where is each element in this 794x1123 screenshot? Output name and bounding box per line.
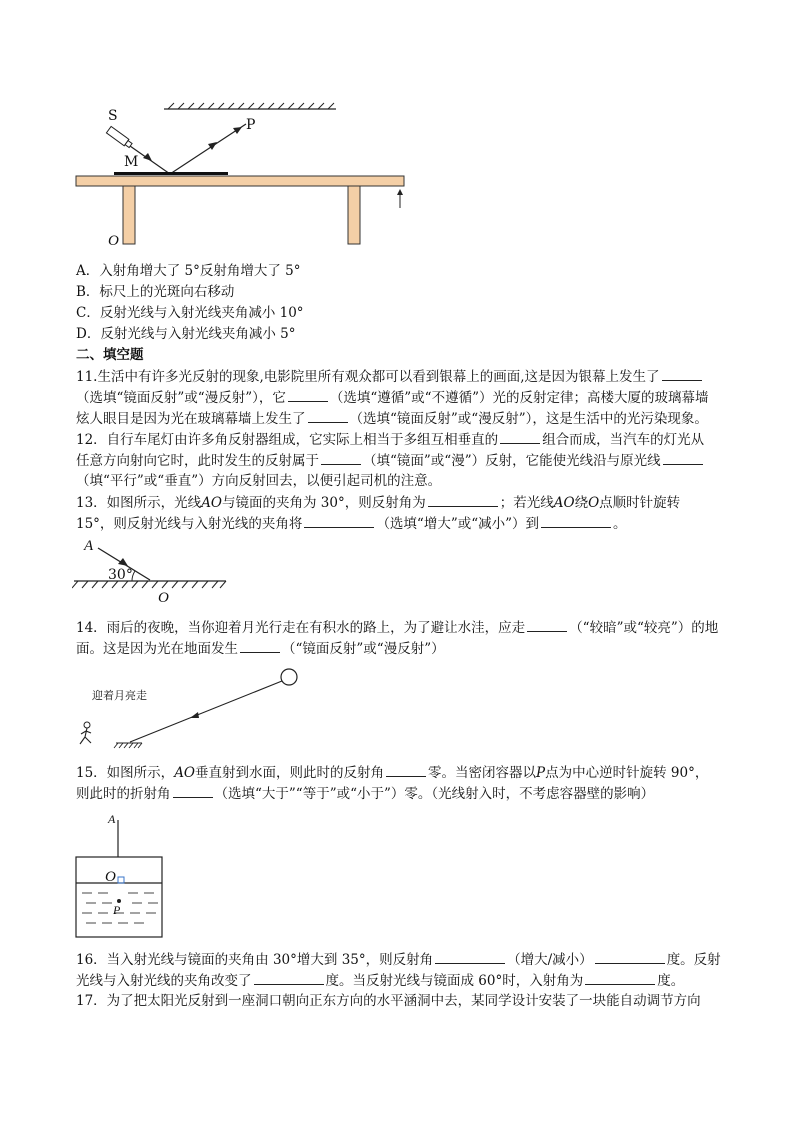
figure-moonlight — [70, 662, 310, 752]
q13-ao2: AO — [553, 495, 575, 511]
q13-text-1: 13．如图所示，光线 — [76, 495, 202, 511]
q16-text-6: 度。 — [657, 973, 685, 989]
blank[interactable] — [541, 514, 611, 528]
figure2-label-o: O — [158, 590, 169, 606]
q13-ao: AO — [201, 495, 223, 511]
blank[interactable] — [288, 388, 328, 402]
figure1-label-s: S — [108, 108, 118, 124]
q11-text-5: （选填“镜面反射”或“漫反射”），这是生活中的光污染现象。 — [349, 411, 708, 427]
blank[interactable] — [240, 639, 280, 653]
blank[interactable] — [435, 950, 505, 964]
q12-line3 — [76, 472, 441, 490]
blank[interactable] — [527, 618, 567, 632]
figure3-caption: 迎着月亮走 — [92, 689, 147, 702]
q14-line2 — [76, 639, 445, 658]
q17-text-1: 17．为了把太阳光反射到一座洞口朝向正东方向的水平涵洞中去，某同学设计安装了一块能自动调节方向 — [76, 993, 701, 1009]
q11-text-1: 11.生活中有许多光反射的现象,电影院里所有观众都可以看到银幕上的画面,这是因为银幕上发生了 — [76, 369, 660, 385]
figure4-label-a: A — [108, 812, 116, 826]
blank[interactable] — [321, 451, 361, 465]
figure4-label-o: O — [105, 869, 116, 885]
q16-line1 — [76, 950, 721, 969]
q12-text-4: （填“镜面”或“漫”）反射，它能使光线沿与原光线 — [363, 453, 661, 469]
blank[interactable] — [304, 514, 374, 528]
q15-text-1: 15．如图所示， — [76, 765, 175, 781]
q11-line1 — [76, 367, 704, 386]
q16-line2 — [76, 971, 684, 990]
q11-line2 — [76, 388, 708, 407]
q11-text-3: （选填“遵循”或“不遵循”）光的反射定律；高楼大厦的玻璃幕墙 — [329, 390, 709, 406]
figure-container — [72, 810, 172, 940]
option-c: C．反射光线与入射光线夹角减小 10° — [76, 305, 304, 321]
q12-text-2: 组合而成，当汽车的灯光从 — [542, 432, 705, 448]
option-b: B．标尺上的光斑向右移动 — [76, 284, 235, 300]
blank[interactable] — [254, 971, 324, 985]
blank[interactable] — [595, 950, 665, 964]
blank[interactable] — [428, 493, 498, 507]
q13-line2 — [76, 514, 627, 533]
q17-line1 — [76, 992, 701, 1010]
blank[interactable] — [308, 409, 348, 423]
q13-text-8: 。 — [613, 516, 627, 532]
blank[interactable] — [386, 763, 426, 777]
q13-text-5: 点顺时针旋转 — [599, 495, 681, 511]
blank[interactable] — [585, 971, 655, 985]
q12-line2 — [76, 451, 705, 470]
q13-o: O — [588, 495, 600, 511]
q13-text-3: ；若光线 — [499, 495, 554, 511]
q15-text-4: 点为中心逆时针旋转 90°， — [545, 765, 709, 781]
figure2-label-a: A — [84, 538, 94, 554]
figure2-label-angle: 30° — [108, 567, 133, 583]
blank[interactable] — [500, 430, 540, 444]
figure1-label-o: O — [108, 233, 119, 249]
q11-text-2: （选填“镜面反射”或“漫反射”），它 — [76, 390, 286, 406]
q11-line3 — [76, 409, 708, 428]
q16-text-1: 16．当入射光线与镜面的夹角由 30°增大到 35°，则反射角 — [76, 952, 434, 968]
q13-text-2: 与镜面的夹角为 30°，则反射角为 — [222, 495, 426, 511]
option-d: D．反射光线与入射光线夹角减小 5° — [76, 326, 296, 342]
blank[interactable] — [173, 784, 213, 798]
blank[interactable] — [663, 451, 703, 465]
q15-text-3: 零。当密闭容器以 — [428, 765, 537, 781]
q11-text-4: 炫人眼目是因为光在玻璃幕墙上发生了 — [76, 411, 306, 427]
q15-text-6: （选填“大于”“等于”或“小于”）零。（光线射入时，不考虑容器壁的影响） — [214, 786, 655, 802]
q15-line2 — [76, 784, 654, 803]
figure-mirror-bench — [70, 96, 415, 256]
q15-text-5: 则此时的折射角 — [76, 786, 171, 802]
q16-text-3: 度。反射 — [666, 952, 721, 968]
q13-line1 — [76, 493, 680, 512]
q16-text-2: （增大/减小） — [507, 952, 593, 968]
figure-angle-30 — [72, 536, 232, 606]
q14-text-2: （“较暗”或“较亮”）的地 — [569, 620, 719, 636]
q13-text-6: 15°，则反射光线与入射光线的夹角将 — [76, 516, 303, 532]
q12-text-3: 任意方向射向它时，此时发生的反射属于 — [76, 453, 319, 469]
q15-p: P — [536, 765, 546, 781]
section-heading: 二、填空题 — [76, 347, 144, 363]
q12-text-1: 12．自行车尾灯由许多角反射器组成，它实际上相当于多组互相垂直的 — [76, 432, 499, 448]
figure1-label-m: M — [124, 154, 139, 170]
q16-text-4: 光线与入射光线的夹角改变了 — [76, 973, 252, 989]
q14-line1 — [76, 618, 718, 637]
q13-text-7: （选填“增大”或“减小”）到 — [376, 516, 540, 532]
q12-text-5: （填“平行”或“垂直”）方向反射回去，以便引起司机的注意。 — [76, 473, 442, 489]
figure4-label-p: P — [113, 903, 121, 917]
q15-text-2: 垂直射到水面，则此时的反射角 — [195, 765, 385, 781]
q12-line1 — [76, 430, 704, 449]
q15-ao: AO — [174, 765, 196, 781]
q15-line1 — [76, 763, 708, 782]
blank[interactable] — [662, 367, 702, 381]
q14-text-3: 面。这是因为光在地面发生 — [76, 641, 238, 657]
q14-text-4: （“镜面反射”或“漫反射”） — [282, 641, 445, 657]
option-a: A．入射角增大了 5°反射角增大了 5° — [76, 263, 301, 279]
figure1-label-p: P — [246, 117, 256, 133]
q16-text-5: 度。当反射光线与镜面成 60°时，入射角为 — [325, 973, 584, 989]
q14-text-1: 14．雨后的夜晚，当你迎着月光行走在有积水的路上，为了避让水洼，应走 — [76, 620, 526, 636]
q13-text-4: 绕 — [574, 495, 589, 511]
